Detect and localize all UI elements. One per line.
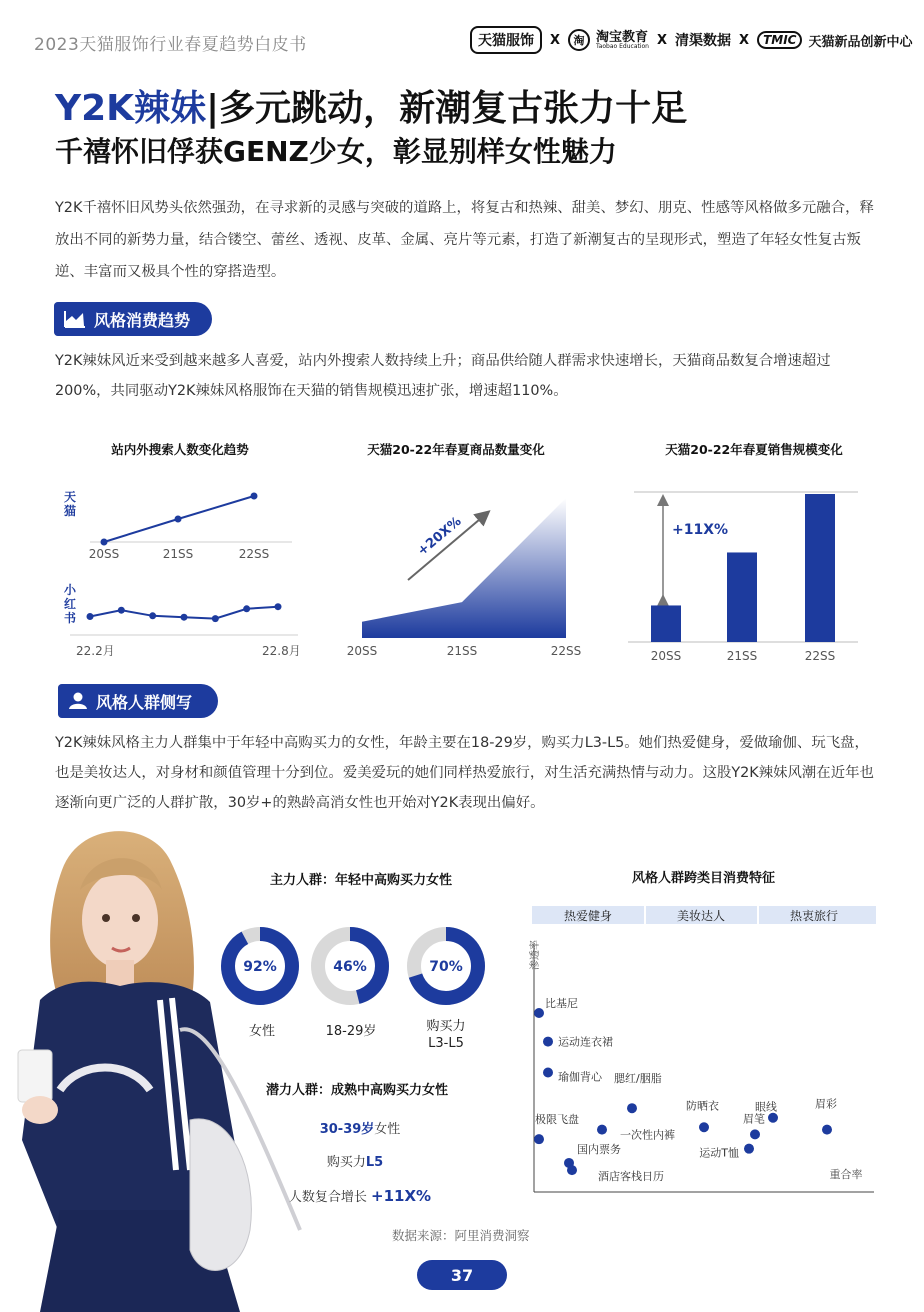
data-point: [118, 607, 125, 614]
page-subtitle: 千禧怀旧俘获GENZ少女，彰显别样女性魅力: [55, 135, 617, 168]
potential-group-title: 潜力人群：成熟中高购买力女性: [266, 1083, 449, 1098]
bar: [805, 494, 835, 642]
scatter-point-label: 运动连衣裙: [558, 1035, 613, 1049]
data-point: [275, 603, 282, 610]
tick-label: 20SS: [88, 547, 120, 561]
bar: [727, 552, 757, 642]
data-point: [175, 516, 182, 523]
bar: [651, 605, 681, 642]
section-header-profile: [58, 684, 218, 718]
series-label-xiaohongshu: 小红书: [63, 583, 76, 625]
x-axis-label: 重合率: [829, 1168, 863, 1181]
tmic-logo: TMIC: [757, 31, 802, 49]
scatter-point-label: 腮红/胭脂: [614, 1072, 662, 1086]
data-point: [87, 613, 94, 620]
scatter-point: [768, 1113, 778, 1123]
taobao-education-logo: 淘宝教育 Taobao Education: [596, 29, 649, 50]
growth-annotation: +11X%: [672, 522, 729, 538]
intro-paragraph: Y2K千禧怀旧风势头依然强劲，在寻求新的灵感与突破的道路上，将复古和热辣、甜美、梦幻、朋克、性感等风格做多元融合，释放出不同的新势力量，结合镂空、蕾丝、透视、皮革、金属、亮片等元素，打造了新潮复古的呈现形式，塑造了年轻女性复古叛逆、丰富而又极具个性的穿搭造型。: [55, 200, 874, 280]
section-label: 风格人群侧写: [96, 692, 193, 712]
data-point: [101, 539, 108, 546]
scatter-point-label: 眉彩: [815, 1097, 837, 1111]
scatter-point-label: 运动T恤: [699, 1146, 739, 1160]
donut-charts: [218, 922, 498, 1012]
potential-growth-line: 人数复合增长 +11X%: [288, 1187, 432, 1205]
data-point: [251, 493, 258, 500]
chart-title-sales: 天猫20-22年春夏销售规模变化: [665, 442, 843, 457]
page-title-highlight: Y2K辣妹: [55, 88, 207, 129]
data-source: 数据来源：阿里消费洞察: [392, 1228, 530, 1243]
data-point: [181, 614, 188, 621]
scatter-title: 风格人群跨类目消费特征: [632, 871, 776, 886]
scatter-header: 美妆达人: [676, 909, 726, 923]
scatter-point: [750, 1129, 760, 1139]
scatter-point-label: 眉笔: [743, 1112, 765, 1126]
taobao-education-icon: 淘: [568, 29, 590, 51]
logo-separator: X: [739, 32, 750, 48]
main-group-title: 主力人群：年轻中高购买力女性: [270, 873, 453, 888]
sales-bar-chart: [626, 480, 866, 670]
logo-separator: X: [657, 32, 668, 48]
page-title: [55, 80, 687, 131]
chart-title-search: 站内外搜索人数变化趋势: [111, 442, 249, 457]
chart-title-products: 天猫20-22年春夏商品数量变化: [367, 442, 545, 457]
tick-label: 22SS: [550, 644, 582, 658]
donut-label-gender: 女性: [248, 1024, 275, 1039]
donut-label-age: 18-29岁: [325, 1024, 377, 1039]
y-axis-label: 渗透率: [530, 940, 541, 970]
document-title: 2023天猫服饰行业春夏趋势白皮书: [34, 35, 307, 55]
donut-value: 70%: [429, 959, 463, 975]
scatter-point-label: 眼线: [755, 1100, 777, 1114]
scatter-point: [534, 1134, 544, 1144]
tick-label: 21SS: [726, 649, 758, 663]
tick-label: 20SS: [346, 644, 378, 658]
partner-logos: [470, 24, 912, 56]
scatter-point: [597, 1125, 607, 1135]
scatter-point: [567, 1165, 577, 1175]
scatter-point: [744, 1144, 754, 1154]
scatter-point: [543, 1068, 553, 1078]
scatter-point: [699, 1122, 709, 1132]
tick-label: 22SS: [238, 547, 270, 561]
series-label-tmall: 天猫: [63, 490, 76, 518]
tick-label: 22.8月: [262, 644, 301, 658]
donut-value: 92%: [243, 959, 277, 975]
area-series: [362, 498, 566, 638]
trend-paragraph: Y2K辣妹风近来受到越来越多人喜爱，站内外搜索人数持续上升；商品供给随人群需求快速增长，天猫商品数复合增速超过200%，共同驱动Y2K辣妹风格服饰在天猫的销售规模迅速扩张，增速超110%。: [55, 353, 831, 399]
scatter-point: [543, 1037, 553, 1047]
tmall-innovation-center-logo: 天猫新品创新中心: [808, 34, 913, 50]
logo-separator: X: [550, 32, 561, 48]
donut-label-purchase: 购买力 L3-L5: [426, 1019, 466, 1051]
data-point: [243, 605, 250, 612]
growth-annotation: +20X%: [414, 514, 465, 560]
donut-value: 46%: [333, 959, 367, 975]
qingqu-data-logo: 清渠数据: [675, 33, 732, 49]
cross-category-scatter: [526, 904, 876, 1200]
trend-chart-icon: [64, 310, 86, 328]
scatter-point-label: 极限飞盘: [535, 1113, 579, 1127]
tick-label: 20SS: [650, 649, 682, 663]
scatter-point-label: 防晒衣: [686, 1099, 719, 1113]
section-header-trend: [54, 302, 212, 336]
potential-age-line: 30-39岁女性: [319, 1122, 401, 1137]
data-point: [212, 615, 219, 622]
potential-purchase-line: 购买力L5: [326, 1155, 384, 1170]
scatter-header: 热爱健身: [563, 909, 613, 923]
scatter-point: [627, 1103, 637, 1113]
scatter-header: 热衷旅行: [789, 909, 839, 923]
scatter-point: [534, 1008, 544, 1018]
tick-label: 22SS: [804, 649, 836, 663]
tick-label: 21SS: [162, 547, 194, 561]
tick-label: 22.2月: [76, 644, 115, 658]
page-title-rest: |多元跳动，新潮复古张力十足: [206, 88, 688, 129]
scatter-point-label: 一次性内裤: [620, 1128, 675, 1142]
page-number: 37: [417, 1260, 507, 1290]
scatter-point-label: 比基尼: [545, 997, 578, 1011]
tmall-fashion-logo: 天猫服饰: [470, 26, 542, 54]
scatter-point-label: 国内票务: [577, 1142, 621, 1156]
user-icon: [68, 692, 88, 710]
product-count-area-chart: [340, 470, 590, 670]
scatter-point-label: 酒店客栈日历: [598, 1170, 664, 1184]
scatter-point-label: 瑜伽背心: [558, 1070, 602, 1084]
section-label: 风格消费趋势: [94, 310, 191, 330]
profile-paragraph: Y2K辣妹风格主力人群集中于年轻中高购买力的女性，年龄主要在18-29岁，购买力L3-L5。她们热爱健身，爱做瑜伽、玩飞盘，也是美妆达人，对身材和颜值管理十分到位。爱美爱玩的她们同样热爱旅行，对生活充满热情与动力。这股Y2K辣妹风潮在近年也逐渐向更广泛的人群扩散，30岁+的熟龄高消女性也开始对Y2K表现出偏好。: [55, 735, 874, 811]
data-point: [149, 612, 156, 619]
scatter-point: [822, 1125, 832, 1135]
search-trend-chart: [60, 470, 310, 660]
tick-label: 21SS: [446, 644, 478, 658]
model-photo: [0, 810, 310, 1312]
